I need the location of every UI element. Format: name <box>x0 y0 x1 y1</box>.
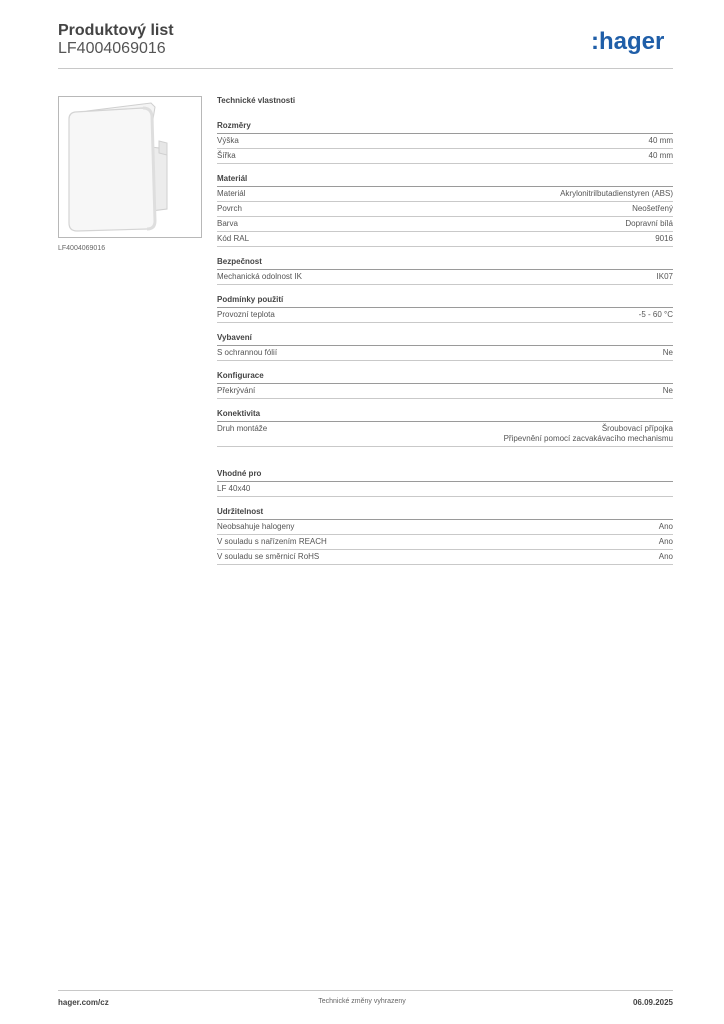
spec-label: Provozní teplota <box>217 310 275 319</box>
spec-label: Šířka <box>217 151 236 160</box>
page-header <box>58 20 673 68</box>
spec-label: Překrývání <box>217 386 256 395</box>
footer-divider <box>58 990 673 991</box>
spec-value: IK07 <box>656 272 673 281</box>
spec-row <box>217 384 673 399</box>
end-cap-illustration <box>59 97 201 237</box>
technical-specs <box>217 96 673 575</box>
spec-group <box>217 333 673 361</box>
spec-label: Kód RAL <box>217 234 250 243</box>
spec-value: 40 mm <box>648 136 673 145</box>
spec-value: Ano <box>658 522 673 531</box>
spec-group <box>217 121 673 164</box>
footer-website: hager.com/cz <box>58 998 109 1007</box>
spec-group <box>217 469 673 497</box>
spec-group <box>217 257 673 285</box>
spec-row <box>217 187 673 202</box>
spec-group <box>217 371 673 399</box>
header-divider <box>58 68 673 69</box>
spec-value: Dopravní bílá <box>625 219 673 228</box>
footer-notice: Technické změny vyhrazeny <box>318 998 406 1005</box>
spec-row <box>217 270 673 285</box>
spec-row <box>217 535 673 550</box>
spec-group-title: Bezpečnost <box>217 257 673 270</box>
spec-group <box>217 507 673 565</box>
spec-group-title: Materiál <box>217 174 673 187</box>
spec-value: -5 - 60 °C <box>638 310 673 319</box>
spec-value: Ano <box>658 552 673 561</box>
spec-value: Ne <box>662 348 673 357</box>
spec-label: S ochrannou fólií <box>217 348 278 357</box>
specs-title: Technické vlastnosti <box>217 96 296 105</box>
spec-row <box>217 482 673 497</box>
spec-group-title: Udržitelnost <box>217 507 673 520</box>
spec-row <box>217 308 673 323</box>
spec-value: 40 mm <box>648 151 673 160</box>
spec-label: Materiál <box>217 189 246 198</box>
spec-label: Druh montáže <box>217 424 268 433</box>
spec-row <box>217 202 673 217</box>
spec-row <box>217 149 673 164</box>
spec-label: V souladu s nařízením REACH <box>217 537 327 546</box>
spec-value: 9016 <box>655 234 673 243</box>
hager-logo <box>591 28 673 56</box>
spec-value: Ne <box>662 386 673 395</box>
spec-row <box>217 217 673 232</box>
spec-group-title: Konektivita <box>217 409 673 422</box>
spec-group <box>217 409 673 447</box>
spec-group-title: Vhodné pro <box>217 469 673 482</box>
spec-group-title: Podmínky použití <box>217 295 673 308</box>
spec-value: Neošetřený <box>632 204 673 213</box>
product-code: LF4004069016 <box>58 40 166 57</box>
spec-label: Neobsahuje halogeny <box>217 522 295 531</box>
spec-row <box>217 422 673 447</box>
spec-label: Barva <box>217 219 238 228</box>
spec-value: Ano <box>658 537 673 546</box>
spec-label: Mechanická odolnost IK <box>217 272 302 281</box>
spec-row <box>217 550 673 565</box>
spec-label: V souladu se směrnicí RoHS <box>217 552 320 561</box>
spec-group <box>217 174 673 247</box>
spec-label: Výška <box>217 136 239 145</box>
footer-date: 06.09.2025 <box>632 998 673 1007</box>
product-image <box>58 96 202 238</box>
spec-group-title: Rozměry <box>217 121 673 134</box>
spec-label: LF 40x40 <box>217 484 251 493</box>
spec-row <box>217 520 673 535</box>
spec-label: Povrch <box>217 204 242 213</box>
spec-group <box>217 295 673 323</box>
spec-value: Šroubovací přípojka Připevnění pomocí zacvakávacího mechanismu <box>503 424 673 443</box>
spec-group-title: Vybavení <box>217 333 673 346</box>
svg-text::hager: :hager <box>591 28 665 55</box>
image-caption: LF4004069016 <box>58 245 106 252</box>
document-title: Produktový list <box>58 22 174 39</box>
spec-row <box>217 134 673 149</box>
spec-value: Akrylonitrilbutadienstyren (ABS) <box>560 189 673 198</box>
spec-group-title: Konfigurace <box>217 371 673 384</box>
spec-row <box>217 346 673 361</box>
spec-row <box>217 232 673 247</box>
